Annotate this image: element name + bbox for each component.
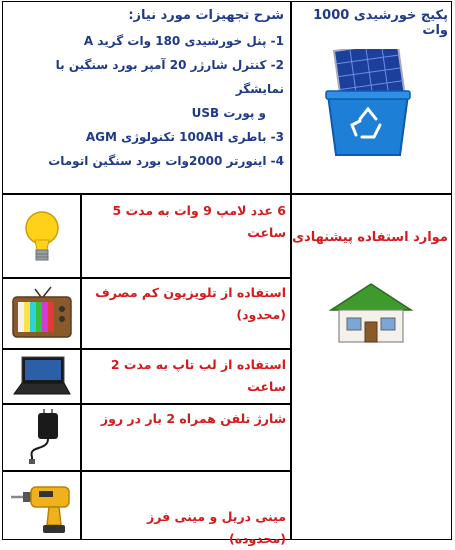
spec-line: 4- اینورتر 2000وات بورد سنگین اتومات [48, 154, 284, 168]
spec-title: شرح تجهیزات مورد نیاز: [128, 8, 284, 23]
light-bulb-icon [4, 196, 80, 276]
drill-icon [4, 472, 80, 538]
tv-icon [4, 279, 80, 347]
spec-line: 1- پنل خورشیدی 180 وات گرید A [83, 34, 284, 48]
spec-line: و پورت USB [191, 106, 266, 120]
usage-text: 6 عدد لامپ 9 وات به مدت 5 ساعت [112, 203, 286, 240]
usage-text: مینی دریل و مینی فرز (محدوده) [147, 509, 286, 546]
usage-title: موارد استفاده پیشنهادی [292, 230, 448, 245]
house-icon [326, 278, 416, 348]
package-title: پکیج خورشیدی 1000 وات [313, 8, 448, 38]
phone-charger-icon [4, 405, 80, 469]
spec-line: 2- کنترل شارژر 20 آمپر بورد سنگین با نمایشگر [55, 58, 284, 96]
spec-block [8, 8, 284, 173]
laptop-icon [4, 350, 80, 402]
usage-text: شارژ تلفن همراه 2 بار در روز [100, 411, 286, 426]
row-divider-header [2, 193, 452, 195]
column-divider-icons [80, 193, 82, 540]
spec-line: 3- باطری 100AH تکنولوژی AGM [85, 130, 284, 144]
usage-text: استفاده از لب تاپ به مدت 2 ساعت [110, 357, 286, 394]
solar-bin-icon [318, 48, 418, 160]
column-divider-main [290, 1, 292, 540]
usage-text: استفاده از تلویزیون کم مصرف (محدود) [95, 285, 286, 322]
